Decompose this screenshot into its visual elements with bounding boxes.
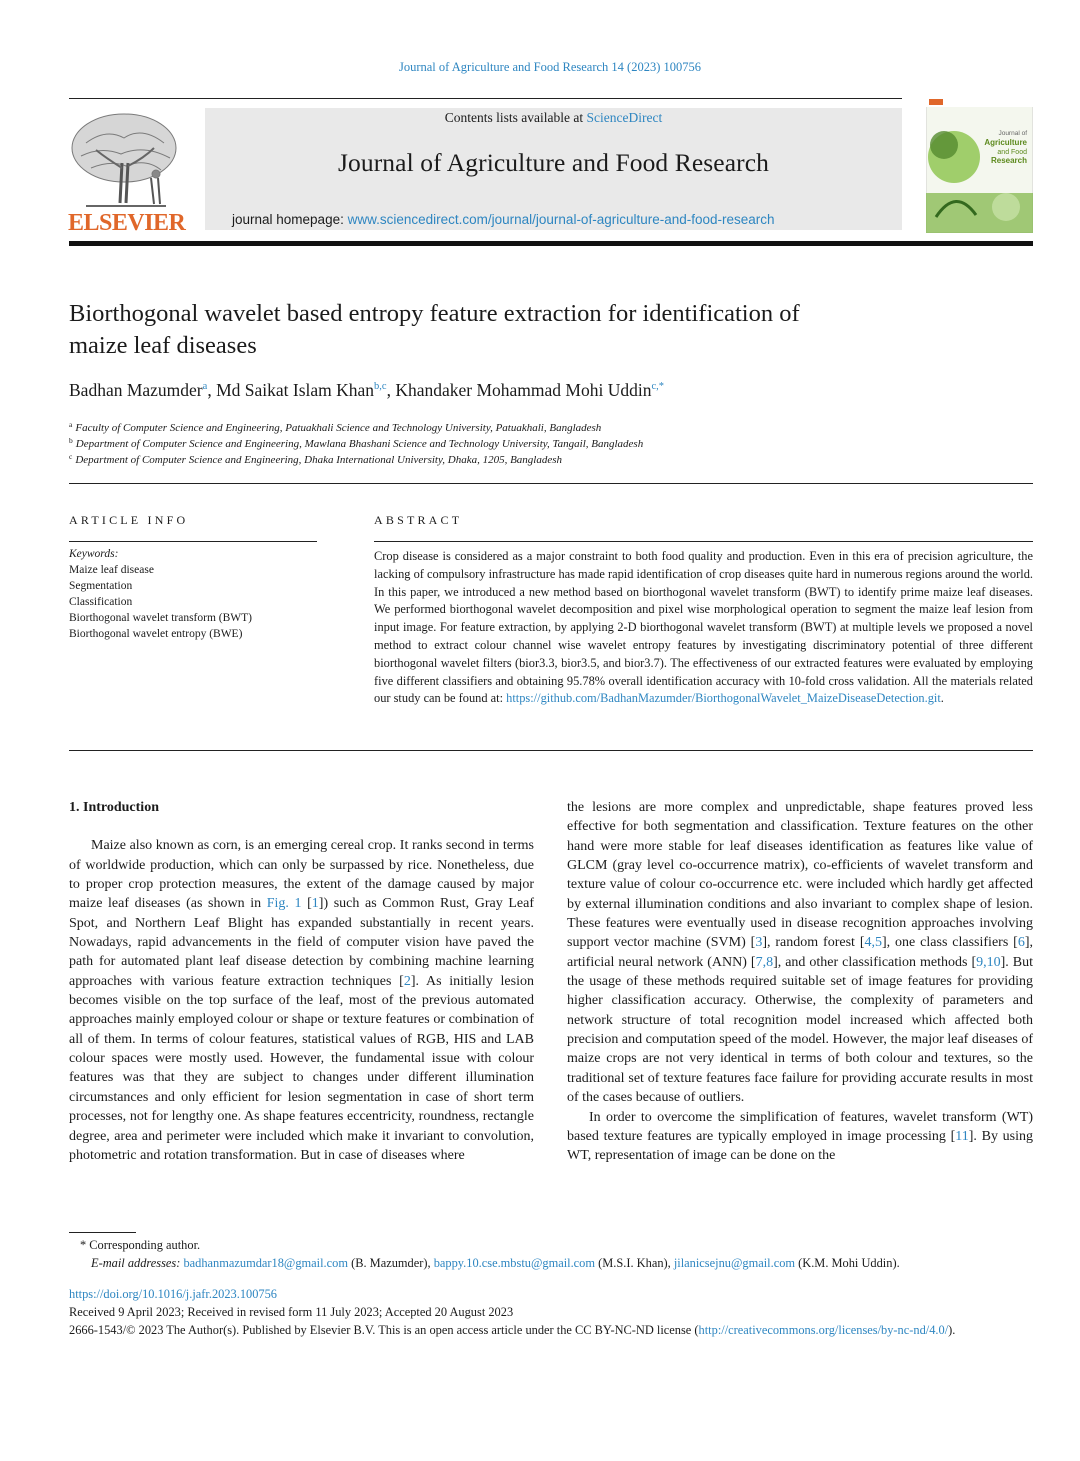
author-affil-link[interactable]: c,* <box>651 381 665 392</box>
received-dates: Received 9 April 2023; Received in revised form 11 July 2023; Accepted 20 August 2023 <box>69 1305 514 1319</box>
author-affil-link[interactable]: b,c <box>374 381 387 392</box>
running-header[interactable] <box>0 60 1080 75</box>
abstract-heading: ABSTRACT <box>374 513 463 527</box>
title-line-2: maize leaf diseases <box>69 332 257 359</box>
keyword: Classification <box>69 596 133 608</box>
citation-ref[interactable]: 11 <box>955 1128 969 1144</box>
journal-title: Journal of Agriculture and Food Research <box>337 148 769 177</box>
body-right-column <box>567 798 1033 1166</box>
author-list: Badhan Mazumder$^a$, Md Saikat Islam Khan$^{b,c}$, Khandaker Mohammad Mohi Uddin$^{c,*}$ <box>69 380 665 400</box>
homepage-link[interactable]: www.sciencedirect.com/journal/journal-of-agriculture-and-food-research <box>347 212 775 227</box>
body-left-column <box>69 798 534 1165</box>
author-name: Md Saikat Islam Khan <box>216 380 375 400</box>
affiliation: $^c$ Department of Computer Science and Engineering, Dhaka International University, Dhaka, 1205, Bangladesh <box>69 452 563 466</box>
citation-ref[interactable]: 7,8 <box>755 954 774 970</box>
keyword: Segmentation <box>69 580 133 592</box>
corresponding-author-note: * Corresponding author. <box>80 1238 201 1252</box>
running-header-link[interactable]: Journal of Agriculture and Food Research 14 (2023) 100756 <box>398 60 702 74</box>
affiliation-rule <box>69 483 1033 484</box>
citation-ref[interactable]: 4,5 <box>864 935 882 951</box>
article-title <box>69 298 969 362</box>
abstract-end-rule <box>69 750 1033 751</box>
journal-cover-image <box>926 97 1033 233</box>
paragraph: In order to overcome the simplification of features, wavelet transform (WT) based texture features are typically employed in image processing [11]. By using WT, representation of image can be done on the <box>567 1109 1034 1164</box>
email-link[interactable]: badhanmazumdar18@gmail.com <box>183 1256 348 1270</box>
doi-link[interactable]: https://doi.org/10.1016/j.jafr.2023.100756 <box>69 1287 278 1301</box>
footnote-rule <box>69 1232 136 1233</box>
abstract-text: Crop disease is considered as a major constraint to both food quality and production. Even in this era of precision agriculture, the lacking of compulsory infrastructure has made rapid identification of crop diseases quite hard in numerous regions around the world. In this paper, we introduced a new method based on biorthogonal wavelet transform (BWT) to identify prime maize leaf diseases. We performed biorthogonal wavelet decomposition and pixel wise morphological operation to segment the maize leaf lesion from input image. For feature extraction, by applying 2-D biorthogonal wavelet transform (BWT) at multiple levels we proposed a novel method to extract colour channel wise wavelet entropy features by investigating discriminatory potential of three different biorthogonal wavelet filters (bior3.3, bior3.5, and bior3.7). The effectiveness of our extracted features were evaluated by employing five different classifiers and obtaining 95.78% overall identification accuracy with 10-fold cross validation. All the materials related our study can be found at: https://github.com/BadhanMazumder/BiorthogonalWavelet_MaizeDiseaseDetection.git. <box>374 549 1033 706</box>
author-name: Badhan Mazumder <box>69 380 203 400</box>
cover-line2: Agriculture <box>984 138 1027 147</box>
keywords-block <box>69 546 329 642</box>
abstract-rule <box>374 541 1033 542</box>
sciencedirect-link[interactable]: ScienceDirect <box>586 110 663 125</box>
email-addresses: E-mail addresses: badhanmazumdar18@gmail.com (B. Mazumder), bappy.10.cse.mbstu@gmail.com (M.S.I. Khan), jilanicsejnu@gmail.com (K.M. Mohi Uddin). <box>91 1256 900 1270</box>
citation-ref[interactable]: 2 <box>403 973 411 989</box>
citation-ref[interactable]: 3 <box>755 935 763 951</box>
email-link[interactable]: jilanicsejnu@gmail.com <box>673 1256 796 1270</box>
keyword: Biorthogonal wavelet entropy (BWE) <box>69 628 243 640</box>
masthead-thick-rule <box>69 241 1033 246</box>
keyword: Maize leaf disease <box>69 564 154 576</box>
paragraph: the lesions are more complex and unpredictable, shape features proved less effective for both segmentation and classification. Texture features on the other hand were more stable for leaf diseases identification as features like value of GLCM (gray level co-occurrence matrix), co-efficients of wavelet transform and texture value of colour co-occurrence etc. were included which hardly get affected by external illumination conditions and also invariant to complex shape of lesion. These features were eventually used in disease recognition approaches involving support vector machine (SVM) [3], random forest [4,5], one class classifiers [6], artificial neural network (ANN) [7,8], and other classification methods [9,10]. But the usage of these methods required suitable set of image features for providing higher classification accuracy. Otherwise, the complexity of parameters and network structure of total recognition model increased which affected both precision and computation speed of the model. However, the major leaf diseases of maize crops are not very identical in terms of both colour and textures, so the traditional set of texture features face failure for providing accurate results in most of the cases because of outliers. <box>567 800 1034 1106</box>
citation-ref[interactable]: 6 <box>1017 935 1025 951</box>
elsevier-wordmark: ELSEVIER <box>68 210 186 236</box>
cover-line4: Research <box>990 156 1027 165</box>
citation-ref[interactable]: 9,10 <box>976 954 1001 970</box>
contents-prefix: Contents lists available at <box>444 110 587 125</box>
keywords-heading: Keywords: <box>69 548 119 560</box>
cover-line3: and Food <box>997 149 1027 156</box>
license-link[interactable]: http://creativecommons.org/licenses/by-nc-nd/4.0/ <box>698 1323 949 1337</box>
paragraph: Maize also known as corn, is an emerging cereal crop. It ranks second in terms of worldwide production, which can only be surpassed by rice. Nonetheless, due to proper crop protection measures, the extent of the damage caused by major maize leaf diseases (as shown in Fig. 1 [1]) such as Common Rust, Gray Leaf Spot, and Northern Leaf Blight has expanded substantially in recent years. Nowadays, rapid advancements in the field of computer vision have paved the path for automated plant leaf disease detection by combining machine learning approaches with various feature extraction techniques [2]. As initially lesion becomes visible on the top surface of the leaf, most of the previous automated approaches mainly employed colour or shape or texture features or combination of all of them. In terms of colour features, statistical values of RGB, HIS and LAB colour spaces were mostly used. However, the fundamental issue with colour features was that they are subject to changes under different illumination circumstances and only efficient for lesion segmentation in case of short term processes, not for lengthy one. As shape features eccentricity, roundness, rectangle degree, area and perimeter were included which make it invariant to convolution, photometric and rotation transformation. But in case of diseases where <box>69 838 534 1163</box>
affiliation: $^b$ Department of Computer Science and Engineering, Mawlana Bhashani Science and Technology University, Tangail, Bangladesh <box>69 436 644 450</box>
article-info-rule <box>69 541 317 542</box>
keyword: Biorthogonal wavelet transform (BWT) <box>69 612 252 624</box>
section-heading: 1. Introduction <box>69 800 159 815</box>
license-note: 2666-1543/© 2023 The Author(s). Published by Elsevier B.V. This is an open access article under the CC BY-NC-ND license (http://creativecommons.org/licenses/by-nc-nd/4.0/). <box>69 1323 956 1337</box>
header-rule <box>69 98 902 99</box>
author-affil-link[interactable]: a <box>202 381 208 392</box>
title-line-1: Biorthogonal wavelet based entropy feature extraction for identification of <box>69 300 800 327</box>
homepage-label: journal homepage: <box>232 212 348 227</box>
affiliation: $^a$ Faculty of Computer Science and Engineering, Patuakhali Science and Technology University, Patuakhali, Bangladesh <box>69 420 602 434</box>
citation-ref[interactable]: 1 <box>311 896 319 912</box>
article-info-heading: ARTICLE INFO <box>69 513 189 527</box>
github-link[interactable]: https://github.com/BadhanMazumder/BiorthogonalWavelet_MaizeDiseaseDetection.git <box>506 691 941 706</box>
author-name: Khandaker Mohammad Mohi Uddin <box>395 380 652 400</box>
journal-homepage <box>232 212 775 227</box>
figure-ref[interactable]: Fig. 1 <box>266 896 302 912</box>
contents-line <box>205 110 902 126</box>
email-link[interactable]: bappy.10.cse.mbstu@gmail.com <box>433 1256 596 1270</box>
cover-line1: Journal of <box>998 130 1027 137</box>
doi[interactable] <box>69 1285 1039 1304</box>
